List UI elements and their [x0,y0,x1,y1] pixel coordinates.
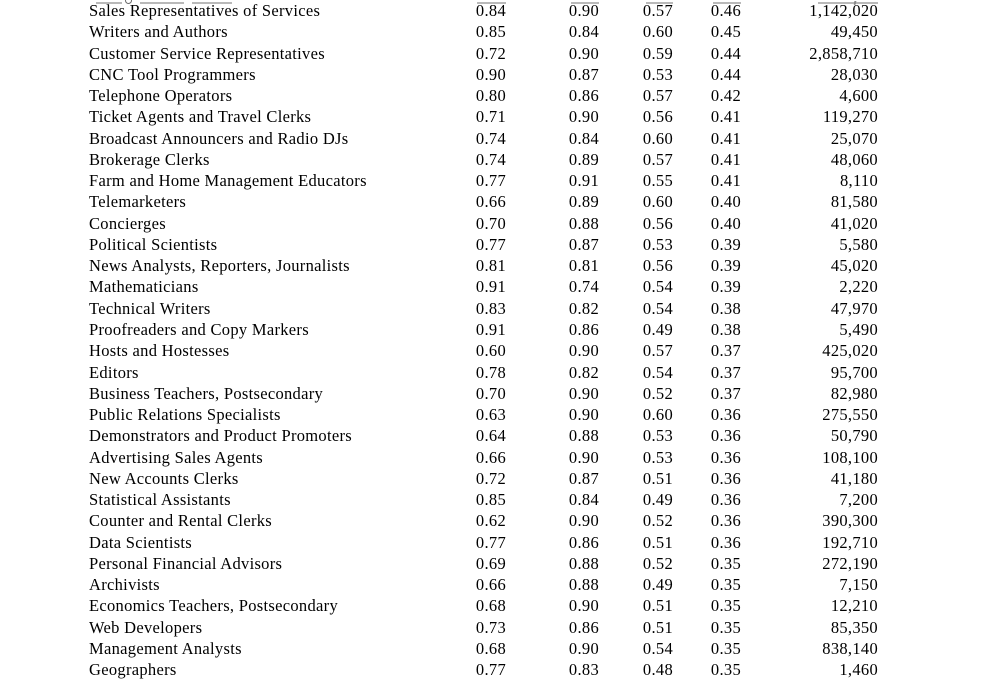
score-col-1: 0.60 [475,341,506,361]
score-col-2: 0.81 [568,256,599,276]
score-col-3: 0.57 [642,149,673,169]
employment-count: 2,858,710 [809,43,878,63]
score-col-1: 0.73 [475,617,506,637]
occupation-name: Writers and Authors [89,22,228,42]
employment-count: 1,142,020 [809,1,878,20]
score-col-4: 0.37 [710,383,741,403]
occupation-name: Brokerage Clerks [89,149,210,169]
score-col-1: 0.84 [475,1,506,20]
score-col-3: 0.52 [642,553,673,573]
score-col-4: 0.39 [710,256,741,276]
score-col-3: 0.53 [642,447,673,467]
employment-count: 1,460 [839,660,878,680]
score-col-2: 0.88 [568,553,599,573]
score-col-1: 0.66 [475,575,506,595]
score-col-2: 0.87 [568,468,599,488]
employment-count: 7,200 [839,490,878,510]
employment-count: 41,180 [830,468,878,488]
score-col-3: 0.60 [642,22,673,42]
employment-count: 5,580 [839,234,878,254]
occupation-name: Editors [89,362,139,382]
occupation-name: Counter and Rental Clerks [89,511,273,531]
score-col-1: 0.74 [475,149,506,169]
employment-count: 2,220 [839,277,878,297]
table-row [0,468,878,489]
score-col-4: 0.44 [710,64,741,84]
score-col-4: 0.37 [710,362,741,382]
employment-count: 275,550 [822,405,878,425]
occupation-name: Public Relations Specialists [89,405,281,425]
score-col-1: 0.70 [475,383,506,403]
employment-count: 12,210 [830,596,878,616]
score-col-1: 0.77 [475,660,506,680]
table-row [0,617,878,638]
score-col-3: 0.59 [642,43,673,63]
score-col-1: 0.64 [475,426,506,446]
employment-count: 28,030 [830,64,878,84]
table-row [0,106,878,127]
occupation-name: Personal Financial Advisors [89,553,283,573]
score-col-4: 0.36 [710,426,741,446]
employment-count: 119,270 [822,107,878,127]
table-row [0,574,878,595]
table-row [0,532,878,553]
score-col-3: 0.51 [642,596,673,616]
employment-count: 49,450 [830,22,878,42]
occupation-name: Management Analysts [89,638,242,658]
table-row [0,170,878,191]
score-col-1: 0.91 [475,277,506,297]
score-col-4: 0.41 [710,128,741,148]
occupation-name: Data Scientists [89,532,193,552]
score-col-1: 0.69 [475,553,506,573]
score-col-4: 0.41 [710,149,741,169]
occupation-name: Geographers [89,660,177,680]
employment-count: 85,350 [830,617,878,637]
score-col-4: 0.36 [710,447,741,467]
score-col-4: 0.45 [710,22,741,42]
score-col-2: 0.90 [568,107,599,127]
score-col-2: 0.89 [568,149,599,169]
table-row [0,659,878,680]
score-col-1: 0.91 [475,319,506,339]
score-col-1: 0.63 [475,405,506,425]
score-col-1: 0.68 [475,596,506,616]
score-col-2: 0.88 [568,575,599,595]
score-col-1: 0.77 [475,532,506,552]
table-row [0,149,878,170]
score-col-2: 0.90 [568,638,599,658]
score-col-1: 0.66 [475,192,506,212]
score-col-4: 0.39 [710,277,741,297]
score-col-1: 0.85 [475,490,506,510]
occupation-name: Demonstrators and Product Promoters [89,426,353,446]
employment-count: 192,710 [822,532,878,552]
employment-count: 47,970 [830,298,878,318]
occupation-name: Advertising Sales Agents [89,447,264,467]
table-row [0,191,878,212]
table-row [0,383,878,404]
employment-count: 81,580 [830,192,878,212]
occupation-name: Political Scientists [89,234,218,254]
employment-count: 7,150 [839,575,878,595]
score-col-4: 0.36 [710,468,741,488]
score-col-3: 0.57 [642,341,673,361]
score-col-3: 0.48 [642,660,673,680]
score-col-2: 0.74 [568,277,599,297]
table-row [0,276,878,297]
table-row [0,128,878,149]
score-col-1: 0.83 [475,298,506,318]
score-col-3: 0.49 [642,490,673,510]
score-col-2: 0.86 [568,617,599,637]
score-col-3: 0.51 [642,468,673,488]
score-col-4: 0.38 [710,298,741,318]
table-row [0,362,878,383]
occupation-name: Ticket Agents and Travel Clerks [89,107,312,127]
employment-count: 5,490 [839,319,878,339]
score-col-3: 0.57 [642,86,673,106]
score-col-2: 0.90 [568,405,599,425]
score-col-4: 0.40 [710,192,741,212]
score-col-2: 0.89 [568,192,599,212]
table-row [0,340,878,361]
score-col-1: 0.78 [475,362,506,382]
score-col-2: 0.84 [568,490,599,510]
score-col-3: 0.60 [642,405,673,425]
table-row [0,255,878,276]
score-col-4: 0.46 [710,1,741,20]
employment-count: 425,020 [822,341,878,361]
occupation-name: Hosts and Hostesses [89,341,230,361]
score-col-4: 0.37 [710,341,741,361]
score-col-3: 0.49 [642,575,673,595]
score-col-2: 0.90 [568,447,599,467]
table-row [0,234,878,255]
score-col-2: 0.84 [568,22,599,42]
table-row [0,43,878,64]
score-col-2: 0.90 [568,43,599,63]
score-col-3: 0.53 [642,64,673,84]
table-row [0,319,878,340]
occupation-name: Business Teachers, Postsecondary [89,383,324,403]
employment-count: 45,020 [830,256,878,276]
score-col-2: 0.87 [568,234,599,254]
table-row [0,213,878,234]
table-row [0,404,878,425]
score-col-2: 0.87 [568,64,599,84]
score-col-1: 0.70 [475,213,506,233]
score-col-2: 0.86 [568,319,599,339]
score-col-1: 0.68 [475,638,506,658]
table-row [0,21,878,42]
score-col-4: 0.39 [710,234,741,254]
score-col-4: 0.42 [710,86,741,106]
employment-count: 50,790 [830,426,878,446]
table-row [0,64,878,85]
score-col-4: 0.41 [710,171,741,191]
score-col-2: 0.82 [568,298,599,318]
occupation-name: CNC Tool Programmers [89,64,256,84]
score-col-2: 0.90 [568,1,599,20]
score-col-2: 0.86 [568,86,599,106]
occupation-name: Web Developers [89,617,203,637]
employment-count: 8,110 [839,171,878,191]
employment-count: 82,980 [830,383,878,403]
score-col-4: 0.36 [710,490,741,510]
employment-count: 41,020 [830,213,878,233]
score-col-4: 0.36 [710,511,741,531]
occupation-name: Mathematicians [89,277,199,297]
occupation-name: Farm and Home Management Educators [89,171,367,191]
score-col-2: 0.83 [568,660,599,680]
table-row [0,447,878,468]
occupation-name: New Accounts Clerks [89,468,239,488]
employment-count: 272,190 [822,553,878,573]
occupation-name: Telemarketers [89,192,187,212]
score-col-1: 0.80 [475,86,506,106]
occupation-name: Proofreaders and Copy Markers [89,319,309,339]
occupation-name: News Analysts, Reporters, Journalists [89,256,350,276]
score-col-4: 0.35 [710,575,741,595]
score-col-3: 0.56 [642,256,673,276]
score-col-4: 0.35 [710,638,741,658]
occupation-name: Broadcast Announcers and Radio DJs [89,128,349,148]
score-col-2: 0.88 [568,426,599,446]
score-col-2: 0.90 [568,511,599,531]
score-col-3: 0.51 [642,532,673,552]
occupation-name: Telephone Operators [89,86,233,106]
score-col-3: 0.49 [642,319,673,339]
score-col-3: 0.51 [642,617,673,637]
employment-count: 838,140 [822,638,878,658]
score-col-3: 0.55 [642,171,673,191]
score-col-2: 0.86 [568,532,599,552]
score-col-2: 0.90 [568,383,599,403]
table-row [0,489,878,510]
score-col-4: 0.44 [710,43,741,63]
score-col-2: 0.90 [568,341,599,361]
score-col-4: 0.35 [710,660,741,680]
score-col-1: 0.77 [475,234,506,254]
employment-count: 95,700 [830,362,878,382]
score-col-1: 0.85 [475,22,506,42]
occupation-name: Sales Representatives of Services [89,1,321,20]
occupation-name: Archivists [89,575,160,595]
score-col-1: 0.74 [475,128,506,148]
score-col-1: 0.81 [475,256,506,276]
score-col-4: 0.38 [710,319,741,339]
employment-count: 4,600 [839,86,878,106]
employment-count: 390,300 [822,511,878,531]
table-row [0,425,878,446]
score-col-2: 0.90 [568,596,599,616]
employment-count: 48,060 [830,149,878,169]
score-col-3: 0.52 [642,383,673,403]
occupation-name: Concierges [89,213,166,233]
score-col-1: 0.62 [475,511,506,531]
occupation-name: Customer Service Representatives [89,43,325,63]
score-col-4: 0.36 [710,405,741,425]
score-col-2: 0.82 [568,362,599,382]
score-col-4: 0.40 [710,213,741,233]
score-col-2: 0.88 [568,213,599,233]
score-col-4: 0.35 [710,617,741,637]
table-row [0,510,878,531]
score-col-4: 0.36 [710,532,741,552]
score-col-1: 0.72 [475,43,506,63]
occupation-name: Technical Writers [89,298,211,318]
score-col-4: 0.35 [710,553,741,573]
score-col-3: 0.56 [642,213,673,233]
table-row [0,553,878,574]
score-col-4: 0.35 [710,596,741,616]
score-col-3: 0.53 [642,426,673,446]
score-col-2: 0.84 [568,128,599,148]
score-col-3: 0.54 [642,298,673,318]
score-col-3: 0.52 [642,511,673,531]
employment-count: 25,070 [830,128,878,148]
score-col-3: 0.57 [642,1,673,20]
score-col-3: 0.53 [642,234,673,254]
table-row [0,0,878,21]
occupation-name: Statistical Assistants [89,490,231,510]
score-col-3: 0.54 [642,277,673,297]
table-row [0,85,878,106]
score-col-2: 0.91 [568,171,599,191]
score-col-1: 0.72 [475,468,506,488]
score-col-3: 0.54 [642,638,673,658]
score-col-1: 0.71 [475,107,506,127]
table-row [0,298,878,319]
table-row [0,638,878,659]
score-col-3: 0.60 [642,128,673,148]
score-col-1: 0.90 [475,64,506,84]
score-col-1: 0.77 [475,171,506,191]
occupation-name: Economics Teachers, Postsecondary [89,596,338,616]
employment-count: 108,100 [822,447,878,467]
score-col-3: 0.54 [642,362,673,382]
score-col-3: 0.60 [642,192,673,212]
score-col-3: 0.56 [642,107,673,127]
score-col-1: 0.66 [475,447,506,467]
score-col-4: 0.41 [710,107,741,127]
table-row [0,595,878,616]
